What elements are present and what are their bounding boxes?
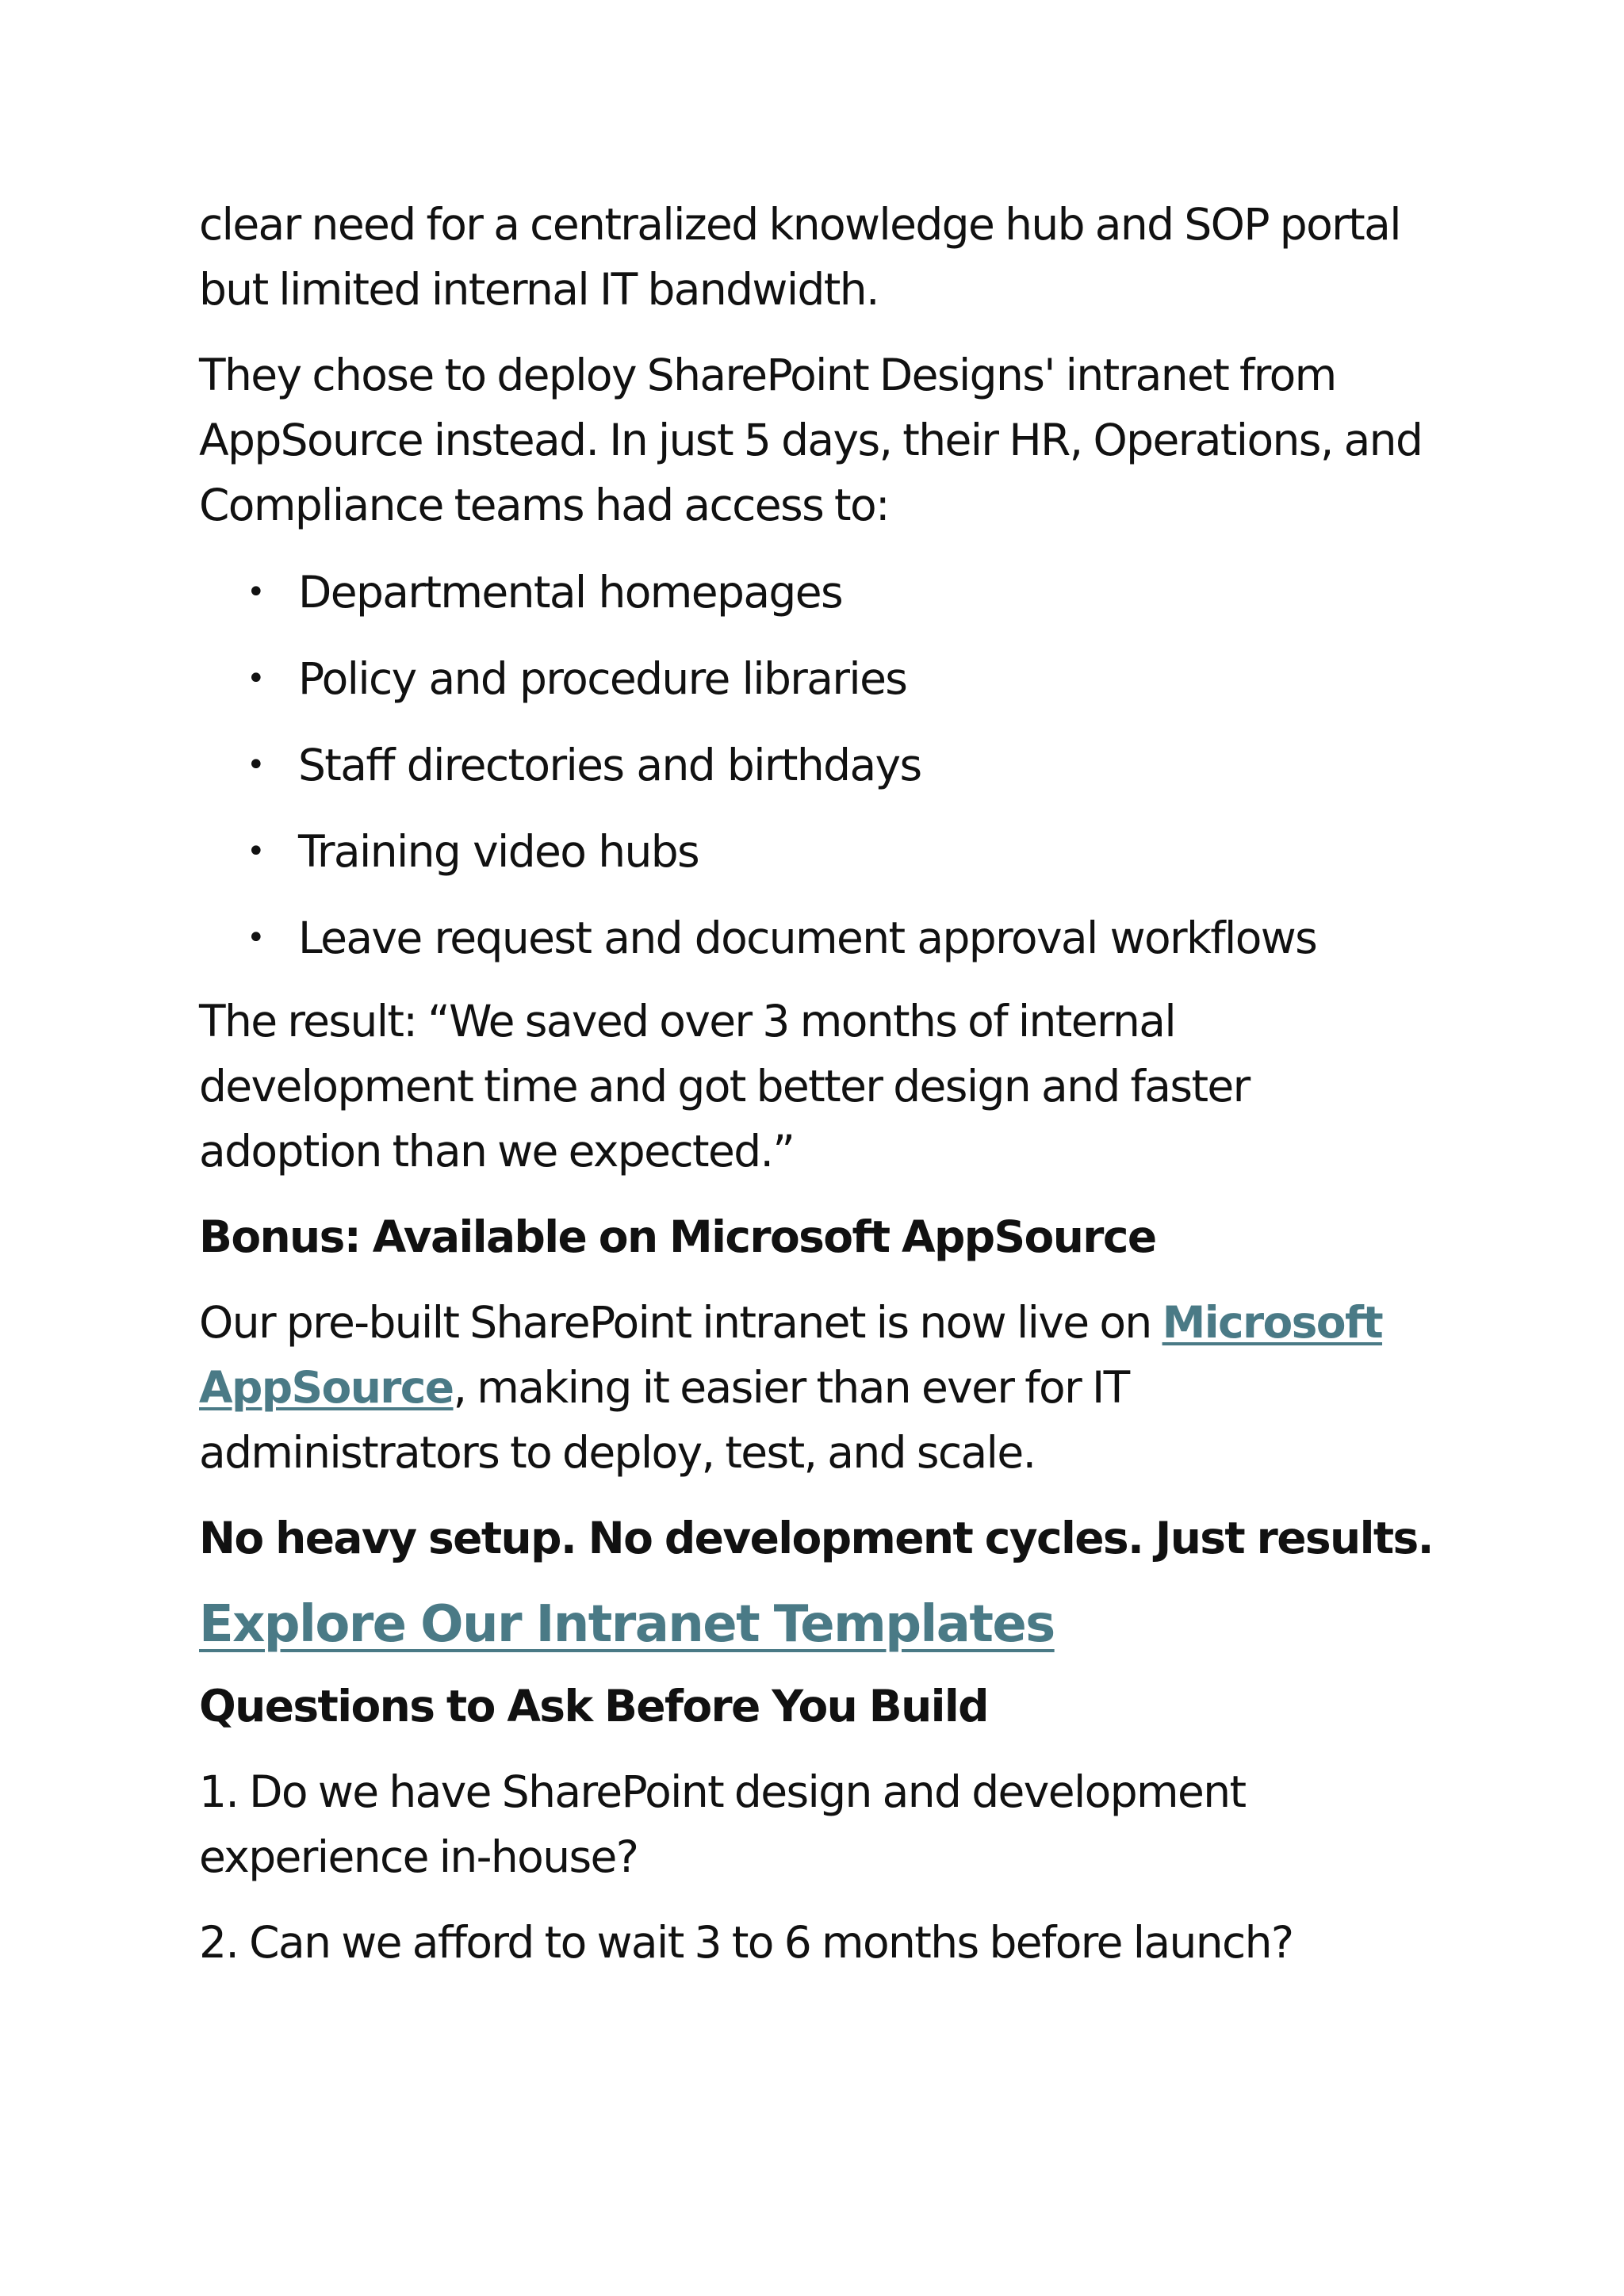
tagline: No heavy setup. No development cycles. Just results. bbox=[199, 1513, 1433, 1563]
bonus-text-after: , making it easier than ever for IT administrators to deploy, test, and scale. bbox=[199, 1362, 1129, 1478]
bonus-text-before: Our pre-built SharePoint intranet is now live on bbox=[199, 1297, 1162, 1348]
list-item bbox=[199, 819, 1436, 884]
question-item: 1. Do we have SharePoint design and development experience in-house? bbox=[199, 1766, 1246, 1882]
explore-templates-link[interactable]: Explore Our Intranet Templates bbox=[199, 1595, 1055, 1654]
bullet-icon: • bbox=[247, 920, 264, 956]
list-item bbox=[199, 646, 1436, 711]
list-item-text: Policy and procedure libraries bbox=[298, 653, 907, 704]
bullet-icon: • bbox=[247, 574, 264, 610]
questions-heading: Questions to Ask Before You Build bbox=[199, 1681, 988, 1732]
question-item: 2. Can we afford to wait 3 to 6 months before launch? bbox=[199, 1917, 1293, 1968]
cta-heading bbox=[199, 1586, 1436, 1663]
feature-list bbox=[199, 560, 1436, 970]
list-item-text: Leave request and document approval workflows bbox=[298, 913, 1317, 963]
list-item bbox=[199, 733, 1436, 798]
microsoft-appsource-link[interactable]: Microsoft AppSource bbox=[199, 1297, 1383, 1413]
bullet-icon: • bbox=[247, 833, 264, 870]
list-item bbox=[199, 560, 1436, 625]
intro-continued-paragraph: clear need for a centralized knowledge hub and SOP portal but limited internal IT bandwidth. bbox=[199, 199, 1400, 315]
document-page bbox=[199, 192, 1436, 1975]
result-quote-paragraph: The result: “We saved over 3 months of internal development time and got better design and faster adoption than we expected.” bbox=[199, 996, 1250, 1177]
list-item bbox=[199, 905, 1436, 970]
list-item-text: Departmental homepages bbox=[298, 567, 843, 618]
bonus-heading: Bonus: Available on Microsoft AppSource bbox=[199, 1211, 1156, 1262]
list-item-text: Staff directories and birthdays bbox=[298, 740, 921, 790]
list-item-text: Training video hubs bbox=[298, 826, 699, 877]
bullet-icon: • bbox=[247, 747, 264, 783]
bonus-paragraph bbox=[199, 1290, 1436, 1485]
bullet-icon: • bbox=[247, 660, 264, 697]
deployment-paragraph: They chose to deploy SharePoint Designs' intranet from AppSource instead. In just 5 days, their HR, Operations, and Compliance teams had access to: bbox=[199, 350, 1423, 530]
